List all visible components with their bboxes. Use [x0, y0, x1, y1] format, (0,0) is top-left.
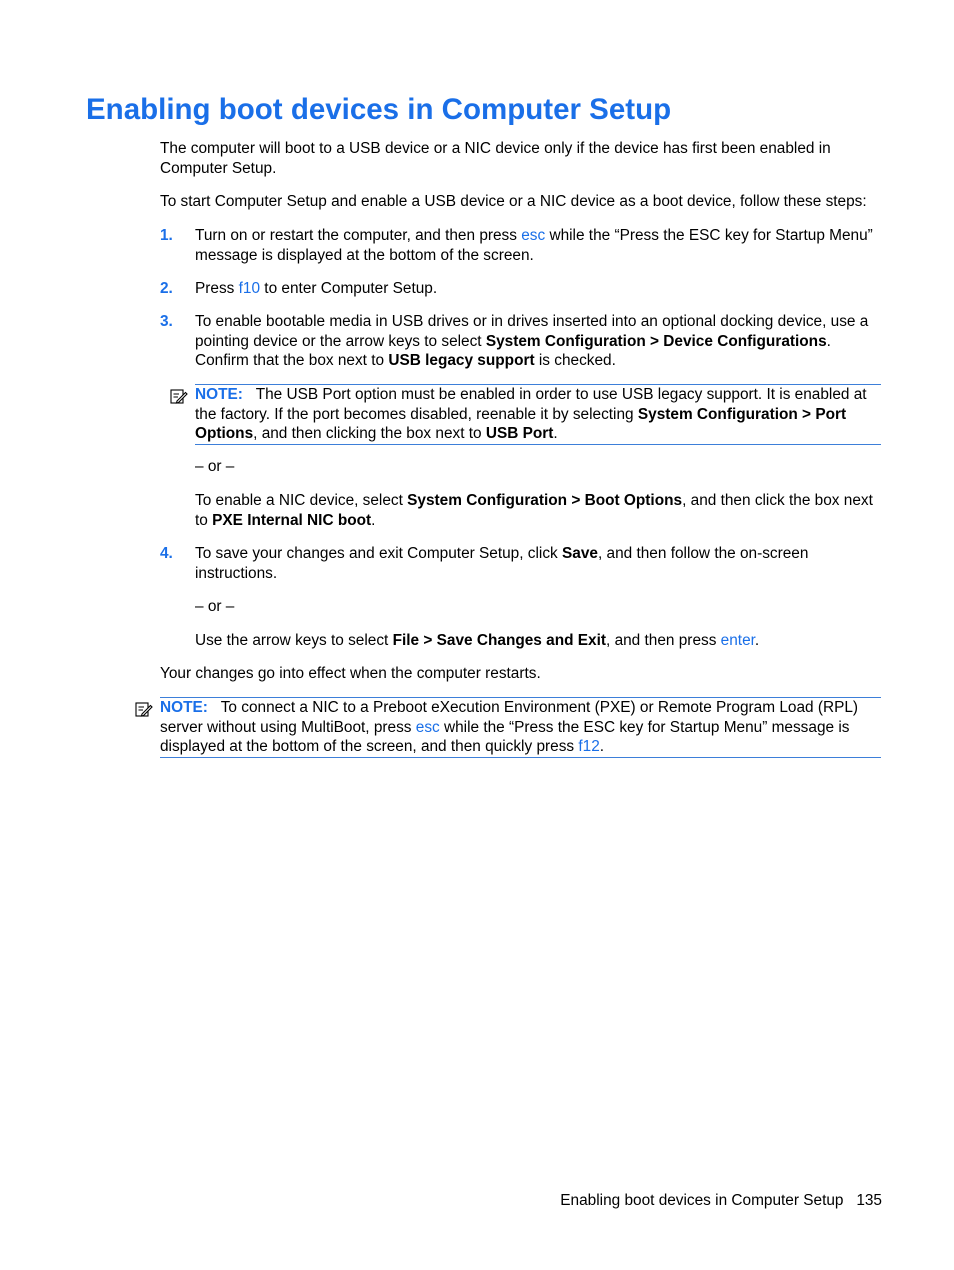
note-text: . [553, 425, 558, 442]
note-text: To connect a NIC to a Preboot eXecution Environment (PXE) or Remote Program Load (RPL) server without using MultiBoot, press [160, 699, 859, 736]
step-text: to enter Computer Setup. [260, 280, 438, 297]
option-name: PXE Internal NIC boot [212, 511, 372, 529]
steps-intro-paragraph: To start Computer Setup and enable a USB device or a NIC device as a boot device, follow these steps: [160, 193, 867, 210]
page-number: 135 [856, 1192, 882, 1209]
note-box-usb [195, 384, 881, 445]
page-footer [560, 1192, 882, 1210]
option-name: USB Port [485, 425, 554, 442]
page-title: Enabling boot devices in Computer Setup [86, 93, 672, 126]
menu-path: System Configuration > Boot Options [407, 492, 683, 509]
note-text: while the “Press the ESC key for Startup Menu” message is displayed at the bottom of the screen, and then quickly press [160, 718, 850, 755]
step-text: , and then click the box next to [195, 492, 873, 529]
footer-section-title: Enabling boot devices in Computer Setup [560, 1192, 844, 1209]
step-text: . [371, 511, 376, 529]
or-separator: – or – [195, 458, 235, 475]
step-text: . Confirm that the box next to [195, 332, 831, 369]
step-text: . [754, 632, 760, 649]
menu-path: System Configuration > Port Options [195, 405, 847, 442]
step-3-text [195, 312, 883, 371]
step-text: , and then follow the on-screen instructions. [195, 545, 809, 582]
note-pencil-icon [135, 700, 153, 718]
step-number: 1. [160, 227, 173, 244]
step-text: while the “Press the ESC key for Startup Menu” message is displayed at the bottom of the screen. [195, 227, 873, 264]
step-text: , and then press [606, 632, 721, 649]
note-label: NOTE: [195, 386, 243, 403]
note-text: . [599, 738, 605, 755]
step-text: is checked. [534, 352, 616, 369]
esc-key-link[interactable]: esc [521, 227, 546, 244]
note-text: The USB Port option must be enabled in order to use USB legacy support. It is enabled at the factory. If the port becomes disabled, reenable it by selecting [195, 386, 867, 423]
note-pencil-icon [170, 387, 188, 405]
f12-key-link[interactable]: f12 [578, 738, 600, 755]
esc-key-link[interactable]: esc [415, 718, 440, 736]
option-name: USB legacy support [388, 352, 535, 369]
note-label: NOTE: [160, 699, 208, 716]
enter-key-link[interactable]: enter [720, 632, 755, 649]
step-number: 4. [160, 545, 173, 562]
step-text: Turn on or restart the computer, and then press [195, 227, 522, 244]
note-text: , and then clicking the box next to [253, 425, 486, 442]
step-2-text [195, 279, 883, 299]
intro-paragraph: The computer will boot to a USB device or a NIC device only if the device has first been enabled in Computer Setup. [160, 140, 831, 177]
nic-alternative-text [195, 491, 881, 530]
step-1-text [195, 226, 883, 265]
step-text: To save your changes and exit Computer Setup, click [195, 545, 562, 562]
or-separator: – or – [195, 598, 235, 615]
menu-path: System Configuration > Device Configurations [485, 332, 827, 350]
note-box-pxe [160, 697, 881, 758]
step-4-text [195, 544, 883, 583]
save-alternative-text [195, 631, 883, 651]
f10-key-link[interactable]: f10 [238, 280, 261, 297]
step-text: To enable bootable media in USB drives or in drives inserted into an optional docking device, use a pointing device or the arrow keys to select [195, 313, 869, 350]
step-text: Press [195, 280, 239, 297]
step-text: Use the arrow keys to select [195, 632, 393, 649]
step-number: 2. [160, 280, 173, 297]
step-number: 3. [160, 313, 173, 330]
step-text: To enable a NIC device, select [195, 492, 408, 509]
button-name: Save [562, 545, 598, 562]
menu-path: File > Save Changes and Exit [392, 632, 607, 649]
effect-paragraph: Your changes go into effect when the computer restarts. [160, 665, 541, 682]
